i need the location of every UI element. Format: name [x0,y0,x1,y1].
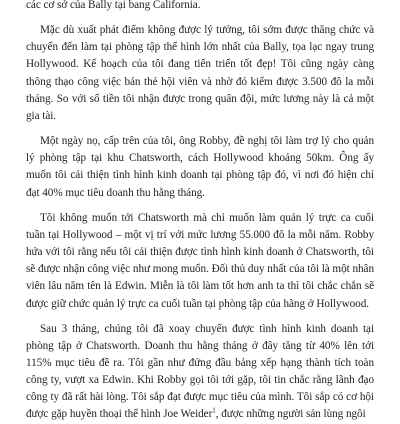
paragraph-1: các cơ sở của Bally tại bang California. [26,0,201,11]
footnote-marker: 1 [212,406,216,415]
paragraph-3: Một ngày nọ, cấp trên của tôi, ông Robby, đề nghị tôi làm trợ lý cho quản lý phòng tập tại khu Chatsworth, cách Hollywood khoảng 50km. Ông ấy muốn tôi cải thiện tình hình kinh doanh tại phòng tập đó, vì nơi đó hiện chỉ đạt 40% mục tiêu doanh thu hằng tháng. [26,135,374,199]
paragraph-2: Mặc dù xuất phát điểm không được lý tưởng, tôi sớm được thăng chức và chuyển đến làm tại phòng tập thể hình lớn nhất của Bally, tọa lạc ngay trung Hollywood. Kế hoạch của tôi đang tiến triển tốt đẹp! Tôi cũng ngày càng thông thạo công việc bán thẻ hội viên và nhờ đó kiếm được 3.500 đô la mỗi tháng. So với số tiền tôi nhận được trong quân đội, mức lương này là cả một gia tài. [26,24,374,122]
paragraph-5-text: Sau 3 tháng, chúng tôi đã xoay chuyển được tình hình kinh doanh tại phòng tập ở Chatsworth. Doanh thu hằng tháng ở đây tăng từ 40% lên tới 115% mục tiêu đề ra. Tôi gần như đứng đầu bảng xếp hạng thành tích toàn công ty, vượt xa Edwin. Khi Robby gọi tôi tới gặp, tôi tin chắc rằng lãnh đạo công ty đã rất hài lòng. Tôi sắp đạt được mục tiêu của mình. Tôi sắp có cơ hội được gặp huyền thoại thể hình Joe Weider [26,322,374,421]
paragraph-5-tail: , được những người sản lùng ngôi [215,408,366,421]
paragraph-4: Tôi không muốn tới Chatsworth mà chỉ muốn làm quản lý trực ca cuối tuần tại Hollywood – một vị trí với mức lương 55.000 đô la mỗi năm. Robby hứa với tôi rằng nếu tôi cải thiện được tình hình kinh doanh ở Chatsworth, tôi sẽ được nhận công việc như mong muốn. Đối thủ duy nhất của tôi là một nhân viên lâu năm tên là Edwin. Miễn là tôi làm tốt hơn anh ta thì tôi chắc chắn sẽ được giữ chức quản lý trực ca cuối tuần tại phòng tập của hãng ở Hollywood. [26,211,374,310]
paragraph-5 [26,321,374,424]
